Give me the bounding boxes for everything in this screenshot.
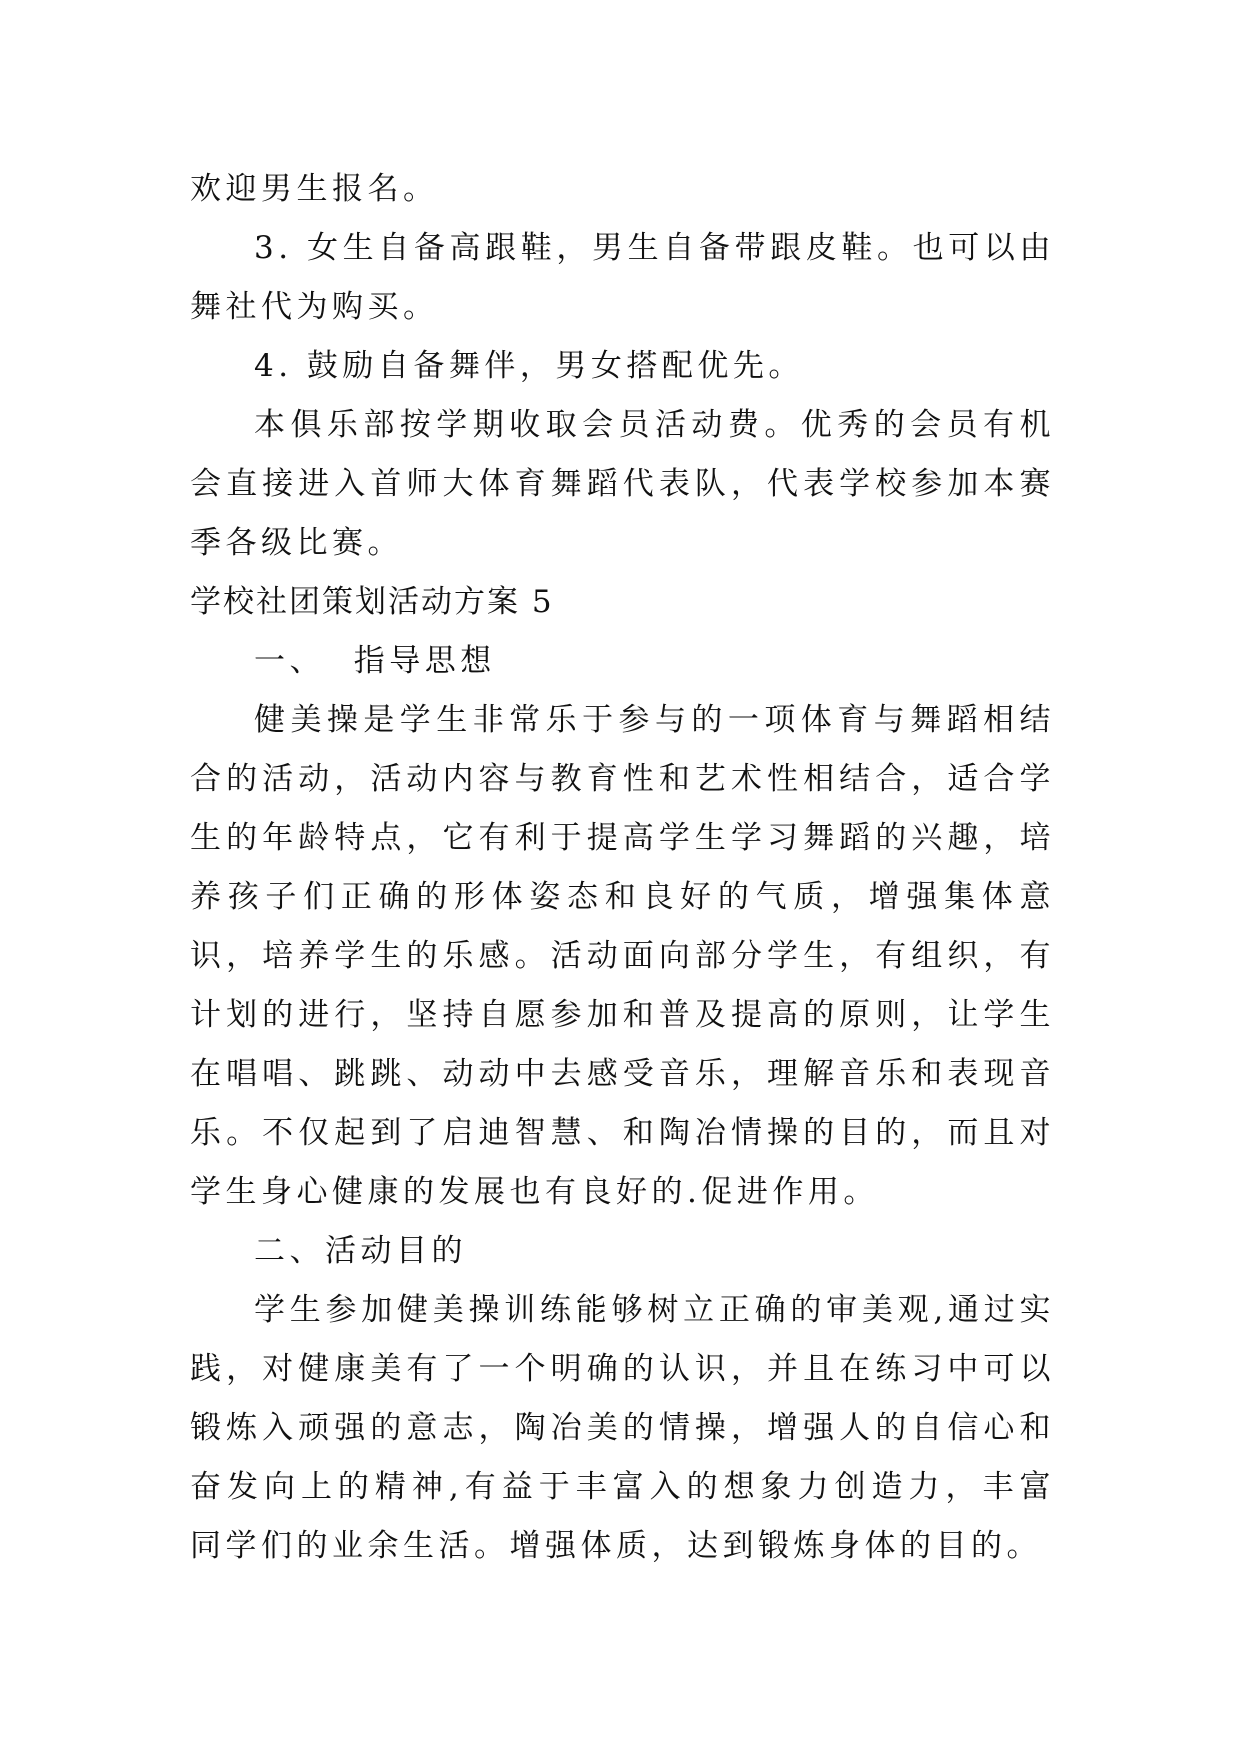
guiding-paragraph: 健美操是学生非常乐于参与的一项体育与舞蹈相结合的活动，活动内容与教育性和艺术性相结合，适合学生的年龄特点，它有利于提高学生学习舞蹈的兴趣，培养孩子们正确的形体姿态和良好的气质，增强集体意识，培养学生的乐感。活动面向部分学生，有组织，有计划的进行，坚持自愿参加和普及提高的原则，让学生在唱唱、跳跳、动动中去感受音乐，理解音乐和表现音乐。不仅起到了启迪智慧、和陶冶情操的目的，而且对学生身心健康的发展也有良好的.促进作用。 (190, 702, 1055, 1210)
fee-paragraph: 本俱乐部按学期收取会员活动费。优秀的会员有机会直接进入首师大体育舞蹈代表队，代表学校参加本赛季各级比赛。 (190, 407, 1055, 561)
list-item-4: 4. 鼓励自备舞伴，男女搭配优先。 (254, 348, 804, 384)
heading-activity-purpose: 二、活动目的 (254, 1233, 467, 1269)
list-item-3: 3. 女生自备高跟鞋，男生自备带跟皮鞋。也可以由舞社代为购买。 (190, 230, 1055, 325)
heading-guiding-ideology: 一、 指导思想 (254, 643, 496, 679)
purpose-paragraph: 学生参加健美操训练能够树立正确的审美观,通过实践，对健康美有了一个明确的认识，并且在练习中可以锻炼入顽强的意志，陶冶美的情操，增强人的自信心和奋发向上的精神,有益于丰富入的想象力创造力，丰富同学们的业余生活。增强体质，达到锻炼身体的目的。 (190, 1292, 1055, 1564)
section-title: 学校社团策划活动方案 5 (190, 584, 554, 620)
document-body (190, 160, 1055, 1576)
continued-line: 欢迎男生报名。 (190, 171, 439, 207)
